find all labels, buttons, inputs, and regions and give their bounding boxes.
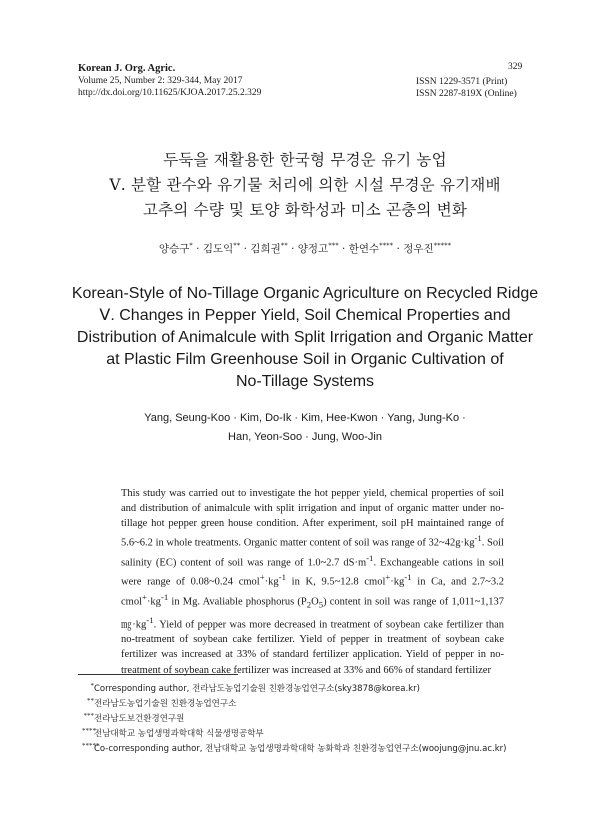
footnote-1 [82,682,542,697]
author-mark: ** [233,241,241,250]
korean-title-line-2: Ⅴ. 분할 관수와 유기물 처리에 의한 시설 무경운 유기재배 [109,176,501,194]
author-separator: · [243,243,247,255]
footnote-2 [82,697,542,712]
author-name: 한연수 [348,243,380,255]
abstract-subscript: 2 [306,599,312,610]
abstract-superscript: -1 [474,533,482,544]
abstract-segment: O [311,596,319,608]
footnote-3 [82,712,542,727]
footnote-text: 전라남도보건환경연구원 [94,714,185,724]
issn-print: ISSN 1229-3571 (Print) [416,77,508,87]
footnote-divider [78,674,238,675]
author-separator: · [291,243,295,255]
footnote-mark: *** [83,712,94,720]
author-mark: * [189,241,193,250]
abstract [121,486,504,678]
footnote-text: Corresponding author, 전라남도농업기술원 친환경농업연구소(sky3878@korea.kr) [94,684,420,694]
abstract-segment: ) content in soil was range of 1,011~1,137 ㎎·kg [121,596,504,631]
korean-title-line-1: 두둑을 재활용한 한국형 무경운 유기 농업 [163,151,447,169]
abstract-superscript: -1 [278,572,286,583]
author-separator: · [196,243,200,255]
abstract-superscript: -1 [146,614,154,625]
abstract-segment: ·kg [264,576,279,588]
footnote-4 [82,727,542,742]
abstract-superscript: -1 [366,552,374,563]
abstract-segment: ·kg [390,576,405,588]
author-mark: ** [280,241,288,250]
abstract-segment: . Exchangeable cations in soil were range of 0.08~0.24 cmol [121,557,504,588]
abstract-superscript: + [385,572,391,583]
footnote-mark: **** [82,727,96,735]
issn-block [416,76,517,100]
journal-name: Korean J. Org. Agric. [78,63,176,74]
abstract-segment: . Yield of pepper was more decreased in treatment of soybean cake fertilizer than no-treatment of soybean cake fertilizer. Yield of pepper in treatment of soybean cake fertilizer was increased at 33% of standard fertilizer application. Yield of pepper in no-treatment of soybean cake fertilizer was increased at 33% and 66% of standard fertilizer [121,619,504,676]
journal-header [78,62,261,99]
korean-title [70,148,540,223]
english-authors-line-1: Yang, Seung-Koo · Kim, Do-Ik · Kim, Hee-Kwon · Yang, Jung-Ko · [144,412,466,424]
abstract-segment: This study was carried out to investigate the hot pepper yield, chemical properties of soil and distribution of animalcule with split irrigation and input of organic matter under no-tillage hot pepper green house condition. After experiment, soil pH maintained range of 5.6~6.2 in whole treatments. Organic matter content of soil was range of 32~42g·kg [121,488,504,549]
abstract-text [121,486,504,678]
doi-link[interactable]: http://dx.doi.org/10.11625/KJOA.2017.25.2.329 [78,88,262,98]
abstract-subscript: 5 [318,599,324,610]
author-name: 양정고 [297,243,329,255]
abstract-segment: . Soil salinity (EC) content of soil was range of 1.0~2.7 dS·m [121,537,504,569]
author-separator: · [342,243,346,255]
author-name: 정우진 [403,243,434,255]
issn-online: ISSN 2287-819X (Online) [416,89,517,99]
english-title-line-5: No-Tillage Systems [235,373,375,390]
footnotes [82,682,542,757]
abstract-segment: in K, 9.5~12.8 cmol [285,576,386,588]
english-title-line-3: Distribution of Animalcule with Split Irrigation and Organic Matter [76,329,534,346]
abstract-superscript: -1 [160,592,169,603]
volume-info: Volume 25, Number 2: 329-344, May 2017 [78,76,243,86]
footnote-mark: ** [87,697,94,705]
author-separator: · [396,243,400,255]
author-name: 김희권 [250,243,281,255]
page-number: 329 [508,62,523,72]
footnote-mark: ***** [82,742,100,750]
abstract-superscript: + [142,592,147,603]
abstract-superscript: + [259,572,265,583]
abstract-segment: in Mg. Avaliable phosphorus (P [168,596,307,608]
author-mark: **** [379,241,394,250]
abstract-superscript: -1 [404,572,412,583]
english-authors-line-2: Han, Yeon-Soo · Jung, Woo-Jin [228,431,382,443]
english-title-line-2: Ⅴ. Changes in Pepper Yield, Soil Chemical Properties and [99,307,511,324]
english-title-line-4: at Plastic Film Greenhouse Soil in Organic Cultivation of [106,351,504,368]
korean-authors [70,241,540,256]
footnote-mark: * [90,682,94,690]
abstract-segment: ·kg [146,596,161,608]
footnote-5 [82,742,542,757]
author-mark: *** [328,241,339,250]
korean-title-line-3: 고추의 수량 및 토양 화학성과 미소 곤충의 변화 [142,201,468,219]
footnote-text: Co-corresponding author, 전남대학교 농업생명과학대학 농화학과 친환경농업연구소(woojung@jnu.ac.kr) [94,744,507,754]
author-mark: ***** [433,241,452,250]
english-title [60,283,550,393]
abstract-segment: in Ca, and 2.7~3.2 cmol [121,576,504,608]
english-authors [80,409,530,447]
footnote-text: 전남대학교 농업생명과학대학 식물생명공학부 [94,729,264,739]
author-name: 양승구 [158,243,190,255]
author-name: 김도익 [202,243,234,255]
footnote-text: 전라남도농업기술원 친환경농업연구소 [94,699,237,709]
english-title-line-1: Korean-Style of No-Tillage Organic Agriculture on Recycled Ridge [71,285,539,302]
